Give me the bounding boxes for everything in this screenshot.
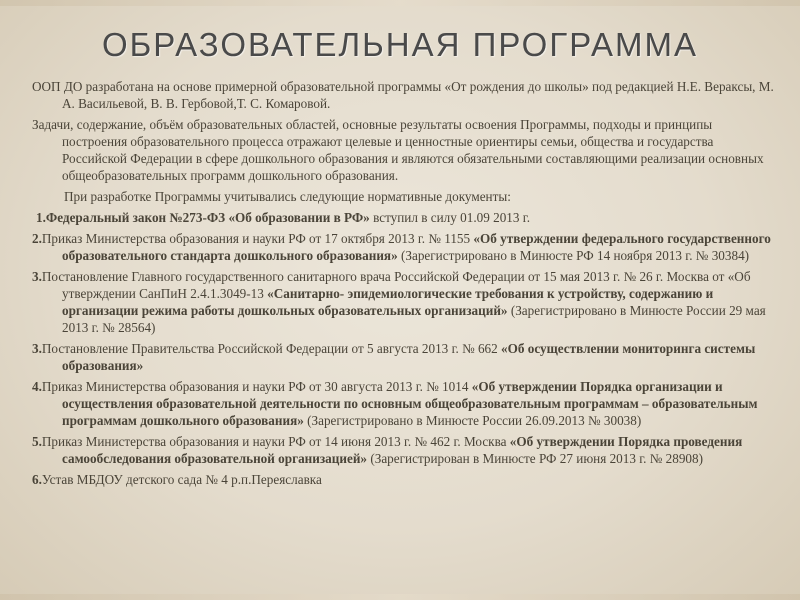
- document-title-bold: «Об утверждении федерального государственного образовательного стандарта дошкольного образования»: [62, 231, 771, 263]
- document-text: Устав МБДОУ детского сада № 4 р.п.Переяславка: [41, 472, 322, 487]
- document-item-3: [32, 268, 776, 336]
- document-registration: (Зарегистрировано в Минюсте России 29 мая 2013 г. № 28564): [62, 303, 766, 335]
- document-number: 1.: [36, 210, 46, 225]
- document-registration: (Зарегистрирован в Минюсте РФ 27 июня 2013 г. № 28908): [367, 451, 704, 466]
- document-title-bold: «Об утверждении Порядка организации и осуществления образовательной деятельности по основным общеобразовательным программам – образовательным программам дошкольного образования»: [62, 379, 758, 428]
- document-item-2: [32, 230, 776, 264]
- document-item-4: [32, 378, 776, 429]
- document-title-bold: «Об утверждении Порядка проведения самообследования образовательной организацией»: [62, 434, 743, 466]
- document-number: 2.: [32, 231, 42, 246]
- document-title-bold: Федеральный закон №273-ФЗ «Об образовании в РФ»: [45, 210, 370, 225]
- document-text: Приказ Министерства образования и науки РФ от 17 октября 2013 г. № 1155: [41, 231, 474, 246]
- document-item-6: [32, 471, 776, 488]
- slide-content: [32, 78, 776, 492]
- document-text: Приказ Министерства образования и науки РФ от 30 августа 2013 г. № 1014: [41, 379, 472, 394]
- top-decor-bar: [0, 0, 800, 6]
- document-item-1: [32, 209, 776, 226]
- document-number: 4.: [32, 379, 42, 394]
- document-number: 3.: [32, 341, 42, 356]
- document-text: Приказ Министерства образования и науки РФ от 14 июня 2013 г. № 462 г. Москва: [41, 434, 510, 449]
- tasks-paragraph: Задачи, содержание, объём образовательных областей, основные результаты освоения Программы, подходы и принципы построения образовательного процесса отражают целевые и ценностные ориентиры семьи, общества и государства Российской Федерации в сфере дошкольного образования и являются обязательными составляющими реализации основных общеобразовательных программ дошкольного образования.: [32, 117, 764, 183]
- document-item-3b: [32, 340, 776, 374]
- document-item-5: [32, 433, 776, 467]
- document-title-bold: «Об осуществлении мониторинга системы образования»: [62, 341, 756, 373]
- bottom-decor-bar: [0, 594, 800, 600]
- document-registration: (Зарегистрировано в Минюсте России 26.09.2013 № 30038): [303, 413, 642, 428]
- document-text: Постановление Главного государственного санитарного врача Российской Федерации от 15 мая 2013 г. № 26 г. Москва от «Об утверждении СанПиН 2.4.1.3049-13: [41, 269, 751, 301]
- document-text: вступил в силу 01.09 2013 г.: [369, 210, 531, 225]
- document-text: Постановление Правительства Российской Федерации от 5 августа 2013 г. № 662: [41, 341, 502, 356]
- document-number: 6.: [32, 472, 42, 487]
- document-title-bold: «Санитарно- эпидемиологические требования к устройству, содержанию и организации режима работы дошкольных образовательных организаций»: [62, 286, 714, 318]
- page-title: ОБРАЗОВАТЕЛЬНАЯ ПРОГРАММА: [101, 26, 698, 63]
- document-number: 3.: [32, 269, 42, 284]
- intro-paragraph: ООП ДО разработана на основе примерной образовательной программы «От рождения до школы» под редакцией Н.Е. Вераксы, М. А. Васильевой, В. В. Гербовой,Т. С. Комаровой.: [32, 79, 774, 111]
- document-registration: (Зарегистрировано в Минюсте РФ 14 ноября 2013 г. № 30384): [397, 248, 750, 263]
- document-number: 5.: [32, 434, 42, 449]
- documents-intro: При разработке Программы учитывались следующие нормативные документы:: [64, 189, 511, 204]
